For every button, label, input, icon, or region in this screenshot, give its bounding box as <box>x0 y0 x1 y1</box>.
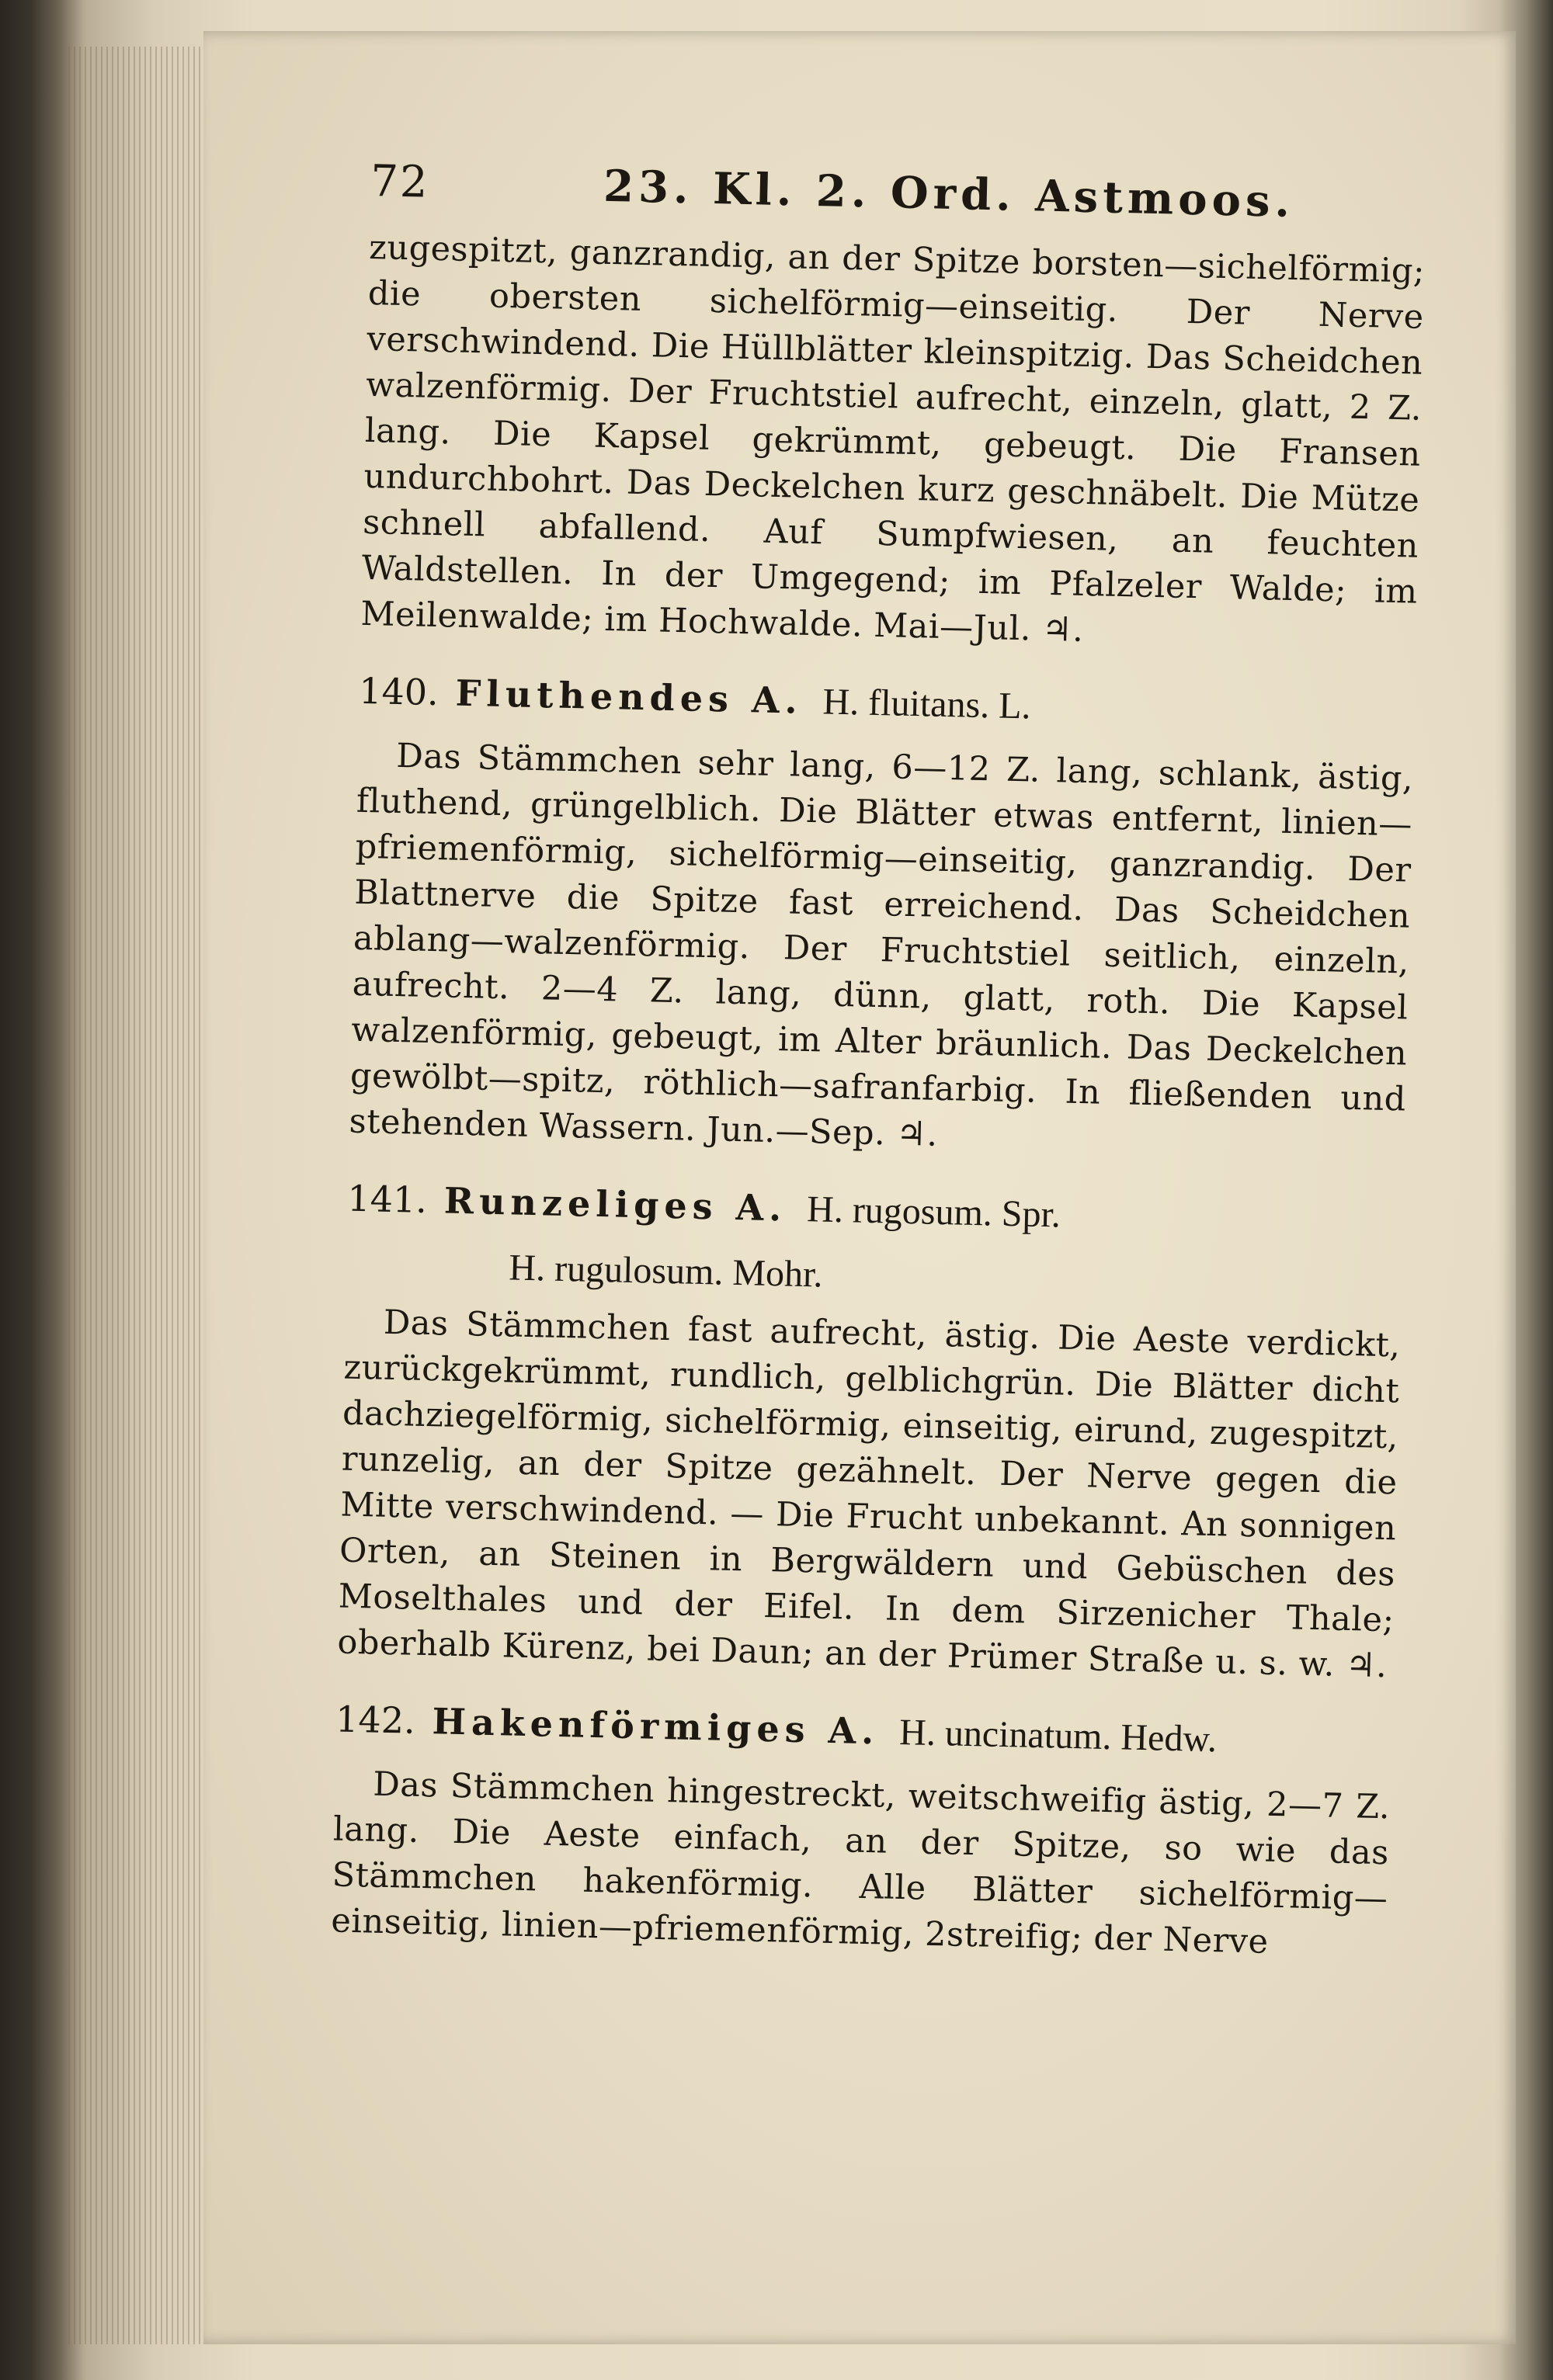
page-edges <box>68 47 200 2344</box>
entry-description: Das Stämmchen hingestreckt, weitschweifig ästig, 2—7 Z. lang. Die Aeste einfach, an der Spitze, so wie das Stämmchen hakenförmig. Alle Blätter sichelförmig—einseitig, linien—pfriemenförmig, 2streifig; der Nerve <box>330 1764 1391 1962</box>
entry-number: 142. <box>335 1698 416 1742</box>
entry-german-name: Hakenförmiges A. <box>432 1700 880 1753</box>
entry-heading <box>347 1174 1404 1247</box>
continuation-paragraph: zugespitzt, ganzrandig, an der Spitze borsten—sichelförmig; die obersten sichelförmig—einseitig. Der Nerve verschwindend. Die Hüllblätter kleinspitzig. Das Scheidchen walzenförmig. Der Fruchtstiel aufrecht, einzeln, glatt, 2 Z. lang. Die Kapsel gekrümmt, gebeugt. Die Fransen undurchbohrt. Das Deckelchen kurz geschnäbelt. Die Mütze schnell abfallend. Auf Sumpfwiesen, an feuchten Waldstellen. In der Umgegend; im Pfalzeler Walde; im Meilenwalde; im Hochwalde. Mai—Jul. ♃. <box>360 227 1426 650</box>
entry-latin-name: H. fluitans. L. <box>822 681 1032 727</box>
entry-german-name: Runzeliges A. <box>443 1179 787 1230</box>
entry-heading <box>335 1695 1392 1768</box>
page-number: 72 <box>370 155 430 208</box>
entry-synonym: H. rugulosum. Mohr. <box>508 1247 824 1296</box>
entry-latin-name: H. rugosum. Spr. <box>806 1188 1061 1236</box>
running-head: 23. Kl. 2. Ord. Astmoos. <box>603 160 1295 227</box>
entry-number: 140. <box>358 669 439 714</box>
entry-latin-name: H. uncinatum. Hedw. <box>898 1711 1218 1761</box>
entry-number: 141. <box>346 1177 428 1221</box>
entry-heading <box>359 667 1416 740</box>
page-text <box>331 155 1427 1968</box>
entry-german-name: Fluthendes A. <box>455 671 804 722</box>
entry-description: Das Stämmchen sehr lang, 6—12 Z. lang, schlank, ästig, fluthend, grüngelblich. Die Blätter etwas entfernt, linien—pfriemenförmig, sichelförmig—einseitig, ganzrandig. Der Blattnerve die Spitze fast erreichend. Das Scheidchen ablang—walzenförmig. Der Fruchtstiel seitlich, einzeln, aufrecht. 2—4 Z. lang, dünn, glatt, roth. Die Kapsel walzenförmig, gebeugt, im Alter bräunlich. Das Deckelchen gewölbt—spitz, röthlich—safranfarbig. In fließenden und stehenden Wassern. Jun.—Sep. ♃. <box>349 736 1414 1154</box>
entry-description: Das Stämmchen fast aufrecht, ästig. Die Aeste verdickt, zurückgekrümmt, rundlich, gelblichgrün. Die Blätter dicht dachziegelförmig, sichelförmig, einseitig, eirund, zugespitzt, runzelig, an der Spitze gezähnelt. Der Nerve gegen die Mitte verschwindend. — Die Frucht unbekannt. An sonnigen Orten, an Steinen in Bergwäldern und Gebüschen des Moselthales und der Eifel. In dem Sirzenicher Thale; oberhalb Kürenz, bei Daun; an der Prümer Straße u. s. w. ♃. <box>336 1303 1402 1686</box>
